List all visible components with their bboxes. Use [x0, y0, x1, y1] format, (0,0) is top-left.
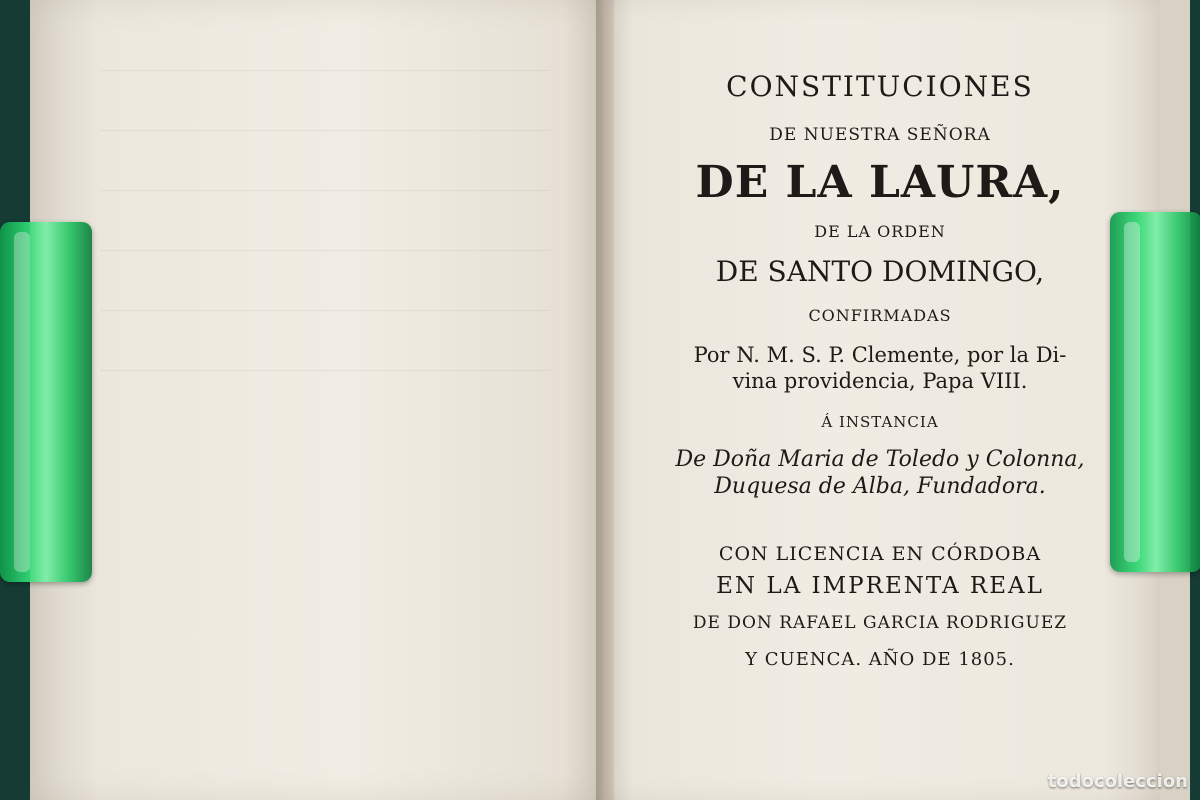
- confirmed-line: CONFIRMADAS: [808, 306, 952, 325]
- green-page-clip-left: [0, 222, 92, 582]
- license-line: CON LICENCIA EN CÓRDOBA: [718, 543, 1042, 565]
- order-line: DE LA ORDEN: [814, 222, 946, 241]
- year-line: Y CUENCA. AÑO DE 1805.: [745, 649, 1015, 670]
- watermark: todocoleccion: [1047, 771, 1188, 792]
- order-name-line: DE SANTO DOMINGO,: [715, 255, 1045, 288]
- main-title-line: DE LA LAURA,: [695, 157, 1065, 208]
- pope-line-1: Por N. M. S. P. Clemente, por la Di-: [693, 343, 1067, 367]
- subtitle-line: DE NUESTRA SEÑORA: [769, 125, 991, 145]
- green-page-clip-right: [1110, 212, 1200, 572]
- book-gutter: [596, 0, 614, 800]
- left-blank-page: [30, 0, 610, 800]
- title-page-text: [620, 60, 1140, 670]
- pope-line-2: vina providencia, Papa VIII.: [732, 369, 1028, 393]
- printer-name-line: DE DON RAFAEL GARCIA RODRIGUEZ: [692, 613, 1068, 633]
- title-line: CONSTITUCIONES: [726, 70, 1034, 103]
- printer-line: EN LA IMPRENTA REAL: [716, 573, 1044, 599]
- founder-line-1: De Doña Maria de Toledo y Colonna,: [675, 447, 1085, 472]
- instance-line: Á INSTANCIA: [821, 413, 939, 431]
- founder-line-2: Duquesa de Alba, Fundadora.: [714, 474, 1046, 499]
